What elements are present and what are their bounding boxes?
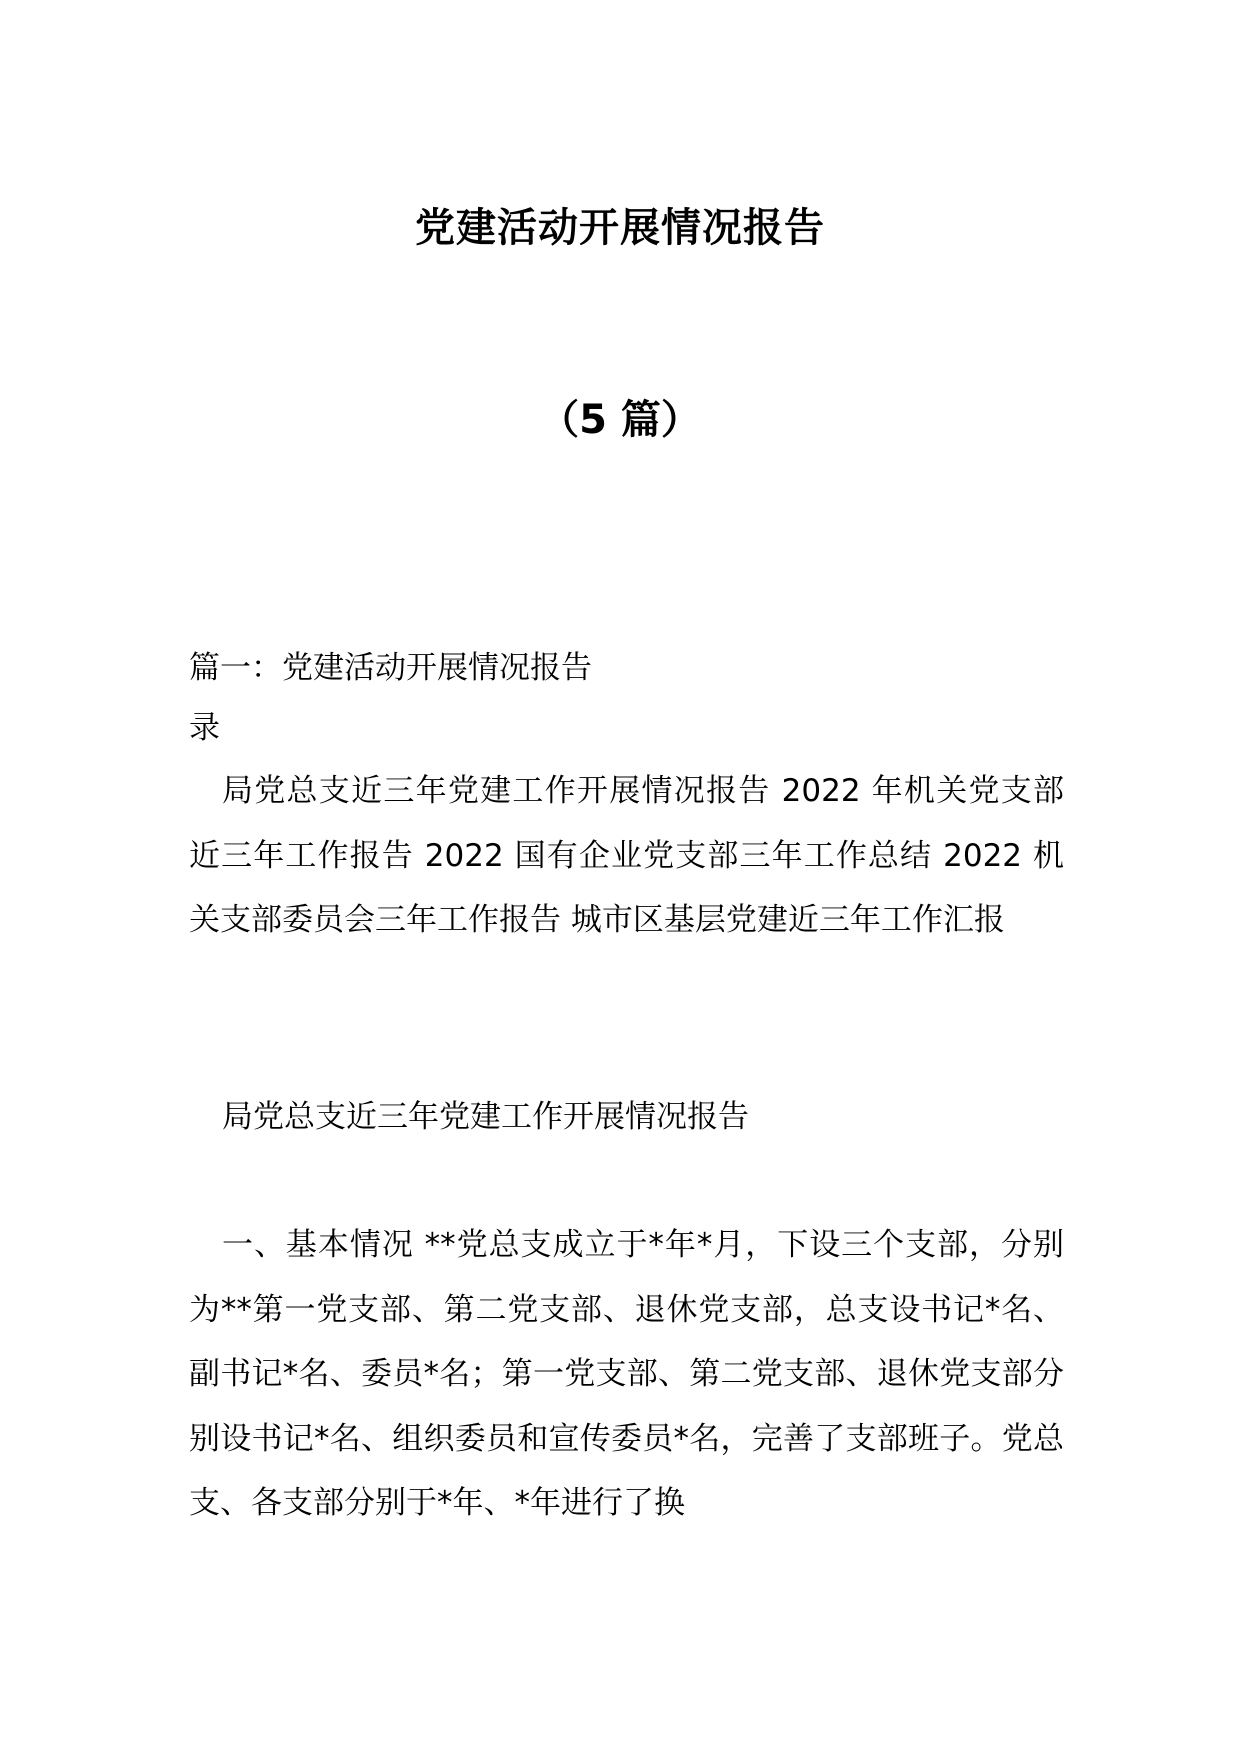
toc-paragraph: 局党总支近三年党建工作开展情况报告 2022 年机关党支部近三年工作报告 2022 国有企业党支部三年工作总结 2022 机关支部委员会三年工作报告 城市区基层党建近三年工作汇报 (189, 773, 1064, 938)
toc-label: 录 (189, 710, 220, 746)
document-subtitle: （5 篇） (539, 397, 701, 443)
document-title: 党建活动开展情况报告 (415, 205, 825, 251)
body-paragraph: 一、基本情况 **党总支成立于*年*月，下设三个支部，分别为**第一党支部、第二党支部、退休党支部，总支设书记*名、副书记*名、委员*名；第一党支部、第二党支部、退休党支部分别设书记*名、组织委员和宣传委员*名，完善了支部班子。党总支、各支部分别于*年、*年进行了换 (189, 1227, 1064, 1521)
section-heading: 篇一：党建活动开展情况报告 (189, 650, 592, 686)
article-title: 局党总支近三年党建工作开展情况报告 (222, 1099, 749, 1135)
